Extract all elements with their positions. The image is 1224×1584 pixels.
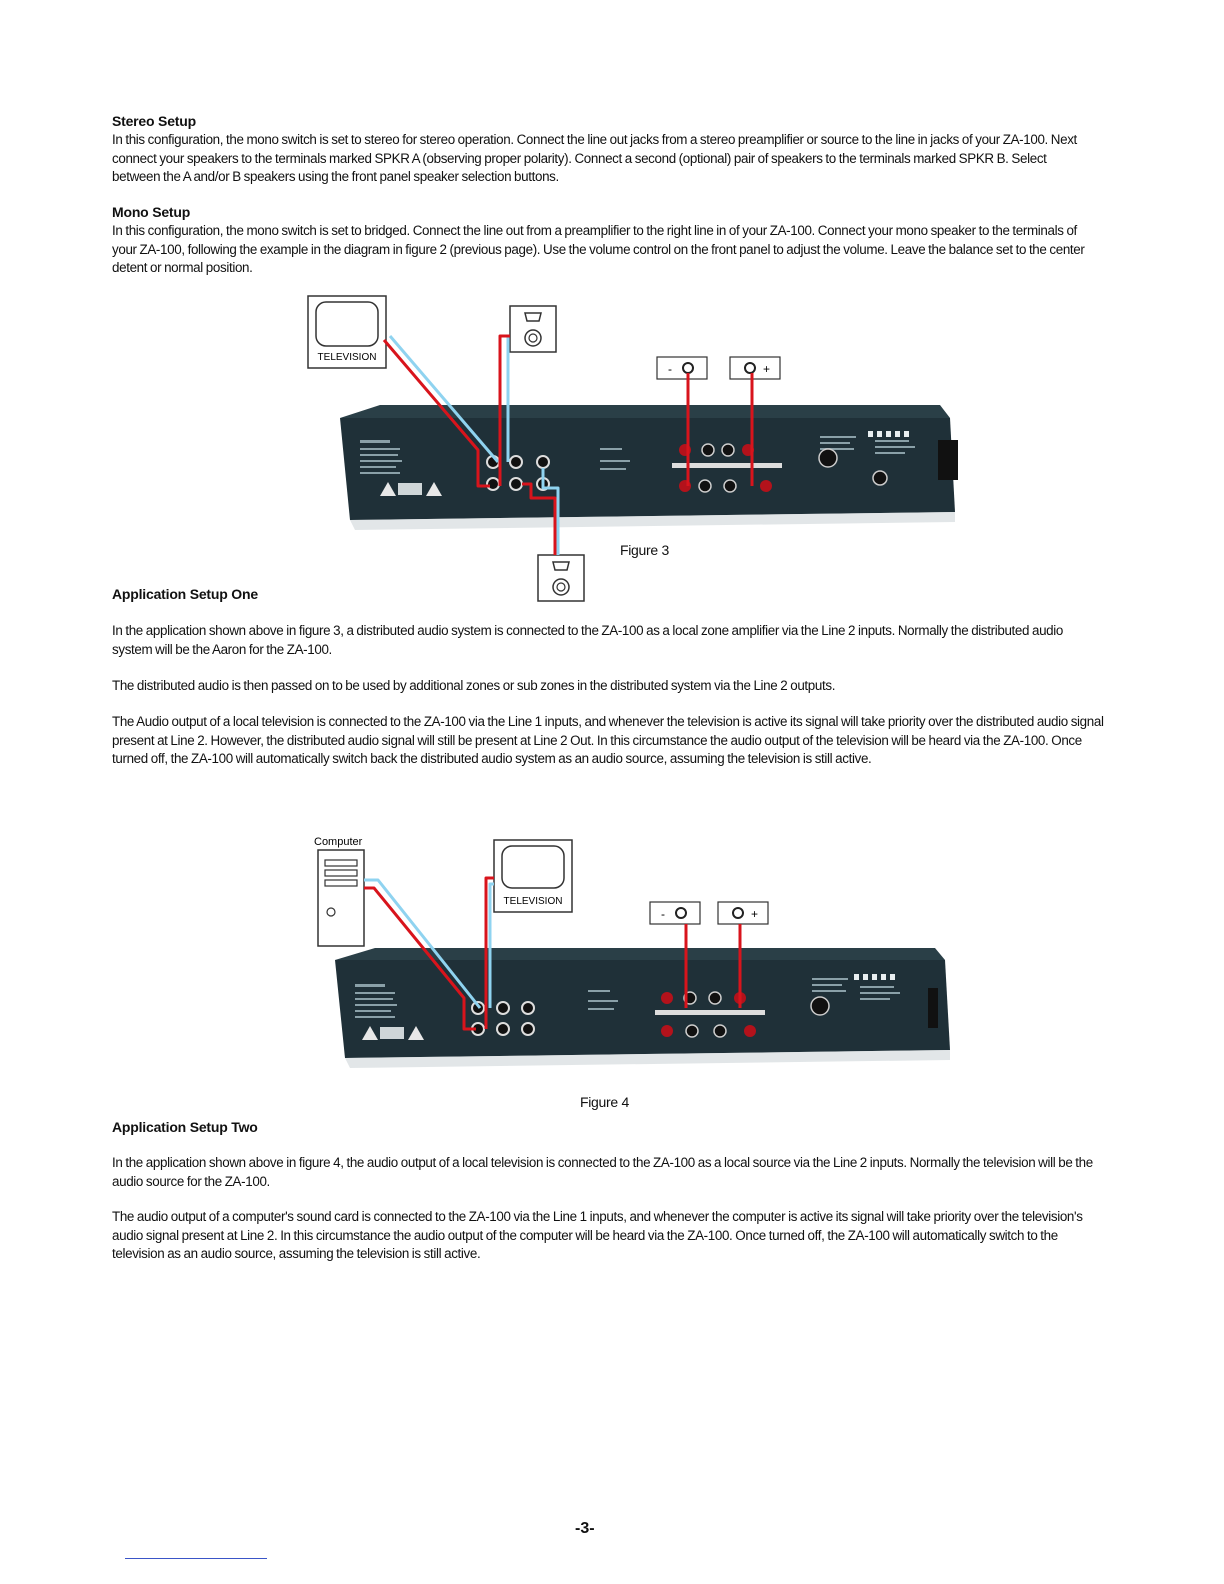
setup-two-paragraph-1: In the application shown above in figure 4, the audio output of a local television is connected to the ZA-100 as a local source via the Line 2 inputs. Normally the television will be the audio source for the ZA-100. [112, 1155, 1093, 1189]
figure-4-diagram [300, 828, 970, 1088]
mono-setup-heading: Mono Setup [112, 204, 191, 220]
terminal-plus: + [751, 907, 759, 921]
mono-setup-text: In this configuration, the mono switch is set to bridged. Connect the line out from a preamplifier to the right line in of your ZA-100. Connect your mono speaker to the terminals of your ZA-100, following the example in the diagram in figure 2 (previous page). Use the volume control on the front panel to adjust the volume. Leave the balance set to the center detent or normal position. [112, 223, 1085, 275]
terminal-plus: + [763, 362, 771, 376]
page-number: -3- [575, 1520, 595, 1537]
setup-one-paragraph-2: The distributed audio is then passed on to be used by additional zones or sub zones in the distributed system via the Line 2 outputs. [112, 678, 836, 693]
computer-icon [318, 850, 364, 946]
figure-3-diagram [300, 290, 970, 610]
speaker-terminal-icon [657, 357, 707, 379]
setup-two-heading: Application Setup Two [112, 1119, 258, 1135]
speaker-terminal-icon [730, 357, 780, 379]
setup-one-heading: Application Setup One [112, 586, 258, 602]
speaker-terminal-icon [650, 902, 700, 924]
tv-label: TELEVISION [503, 896, 563, 907]
stereo-setup-text: In this configuration, the mono switch is set to stereo for stereo operation. Connect the line out jacks from a stereo preamplifier or source to the line in jacks of your ZA-100. Next connect your speakers to the terminals marked SPKR A (observing proper polarity). Connect a second (optional) pair of speakers to the terminals marked SPKR B. Select between the A and/or B speakers using the front panel speaker selection buttons. [112, 132, 1077, 184]
stereo-setup-heading: Stereo Setup [112, 113, 196, 129]
terminal-minus: - [661, 907, 665, 921]
amplifier-rear-panel [335, 948, 950, 1068]
setup-one-paragraph-1: In the application shown above in figure 3, a distributed audio system is connected to the ZA-100 as a local zone amplifier via the Line 2 inputs. Normally the distributed audio system will be the Aaron for the ZA-100. [112, 623, 1064, 657]
setup-one-paragraph-3: The Audio output of a local television is connected to the ZA-100 via the Line 1 inputs, and whenever the television is active its signal will take priority over the distributed audio signal present at Line 2. However, the distributed audio signal will still be present at Line 2 Out. In this circumstance the audio output of the television will be heard via the ZA-100. Once turned off, the ZA-100 will automatically switch back the distributed audio system as an audio source, assuming the television is still active. [112, 714, 1104, 766]
terminal-minus: - [668, 362, 672, 376]
television-icon [308, 296, 386, 368]
setup-two-paragraph-2: The audio output of a computer's sound card is connected to the ZA-100 via the Line 1 inputs, and whenever the computer is active its signal will take priority over the television's audio signal present at Line 2. In this circumstance the audio output of the computer will be heard via the ZA-100. Once turned off, the ZA-100 will automatically switch to the television as an audio source, assuming the television is still active. [112, 1209, 1083, 1261]
speaker-icon [510, 306, 556, 352]
computer-label: Computer [314, 836, 363, 848]
figure-3-caption: Figure 3 [620, 542, 669, 558]
amplifier-rear-panel [340, 405, 958, 530]
footnote-divider [125, 1558, 267, 1559]
speaker-icon [538, 555, 584, 601]
tv-label: TELEVISION [317, 352, 377, 363]
television-icon [494, 840, 572, 912]
figure-4-caption: Figure 4 [580, 1094, 629, 1110]
speaker-terminal-icon [718, 902, 768, 924]
